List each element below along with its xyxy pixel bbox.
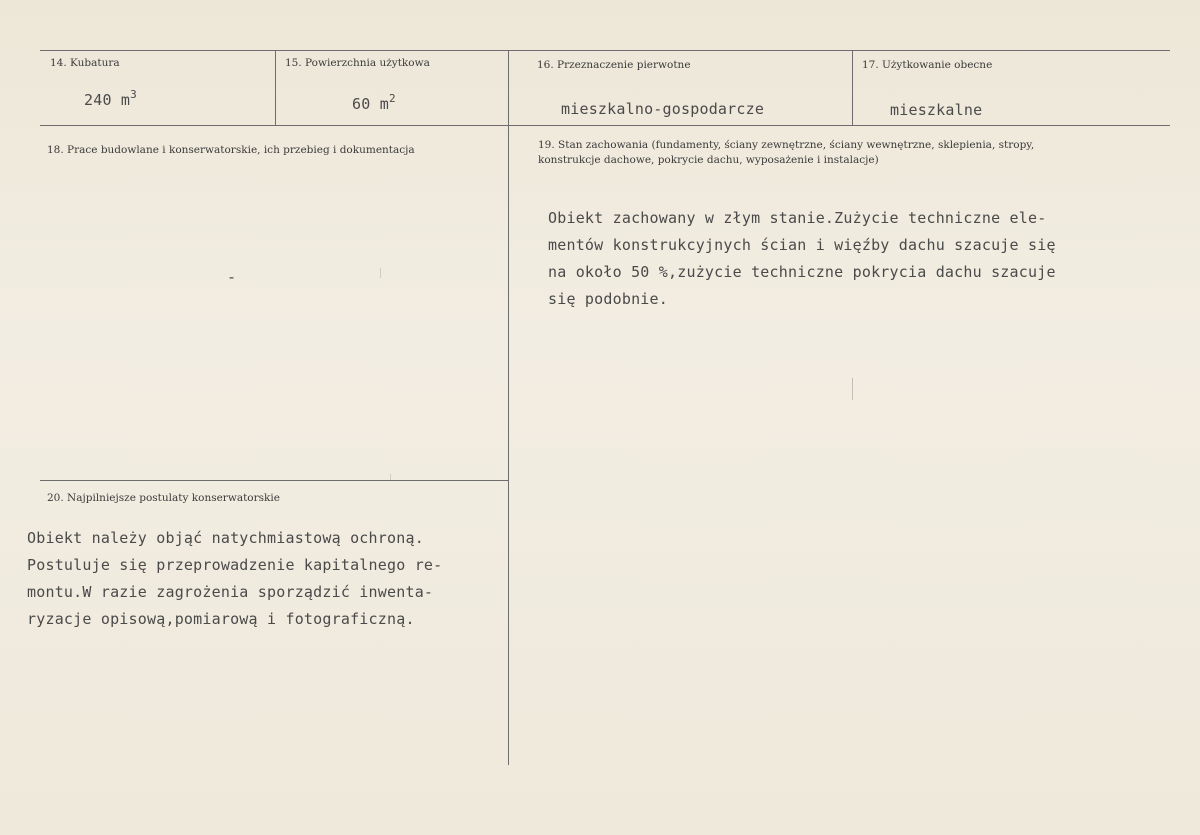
col-rule-3 (852, 50, 853, 125)
stan-text-line-1: Obiekt zachowany w złym stanie.Zużycie techniczne ele- (548, 209, 1047, 227)
prace-label: 18. Prace budowlane i konserwatorskie, ich przebieg i dokumentacja (47, 144, 415, 156)
paper-speck (852, 378, 853, 400)
przeznaczenie-value: mieszkalno-gospodarcze (561, 100, 765, 118)
paper-speck (380, 268, 381, 278)
stan-text-line-4: się podobnie. (548, 290, 668, 308)
powierzchnia-value: 60 $m^2$ (352, 92, 396, 113)
kubatura-value: 240 $m^3$ (84, 88, 137, 109)
postulaty-text-line-1: Obiekt należy objąć natychmiastową ochroną. (27, 529, 424, 547)
postulaty-text (27, 525, 442, 633)
postulaty-text-line-3: montu.W razie zagrożenia sporządzić inwenta- (27, 583, 434, 601)
row-rule-1 (40, 125, 1170, 126)
postulaty-text-line-4: ryzacje opisową,pomiarową i fotograficzną. (27, 610, 415, 628)
prace-value: - (227, 268, 237, 286)
postulaty-text-line-2: Postuluje się przeprowadzenie kapitalnego re- (27, 556, 443, 574)
stan-text (548, 205, 1056, 313)
col-rule-2 (508, 50, 509, 765)
col-rule-1 (275, 50, 276, 125)
powierzchnia-label: 15. Powierzchnia użytkowa (285, 57, 430, 69)
stan-label (538, 138, 1034, 168)
przeznaczenie-label: 16. Przeznaczenie pierwotne (537, 59, 691, 71)
postulaty-label: 20. Najpilniejsze postulaty konserwatorskie (47, 492, 280, 504)
stan-label-line-1: 19. Stan zachowania (fundamenty, ściany zewnętrzne, ściany wewnętrzne, sklepienia, stropy, (538, 139, 1035, 151)
top-rule (40, 50, 1170, 51)
stan-text-line-2: mentów konstrukcyjnych ścian i więźby dachu szacuje się (548, 236, 1056, 254)
paper-speck (390, 474, 391, 480)
stan-label-line-2: konstrukcje dachowe, pokrycie dachu, wyposażenie i instalacje) (538, 154, 879, 166)
row-rule-2 (40, 480, 508, 481)
kubatura-label: 14. Kubatura (50, 57, 120, 69)
stan-text-line-3: na około 50 %,zużycie techniczne pokrycia dachu szacuje (548, 263, 1056, 281)
uzytkowanie-label: 17. Użytkowanie obecne (862, 59, 993, 71)
uzytkowanie-value: mieszkalne (890, 101, 983, 119)
